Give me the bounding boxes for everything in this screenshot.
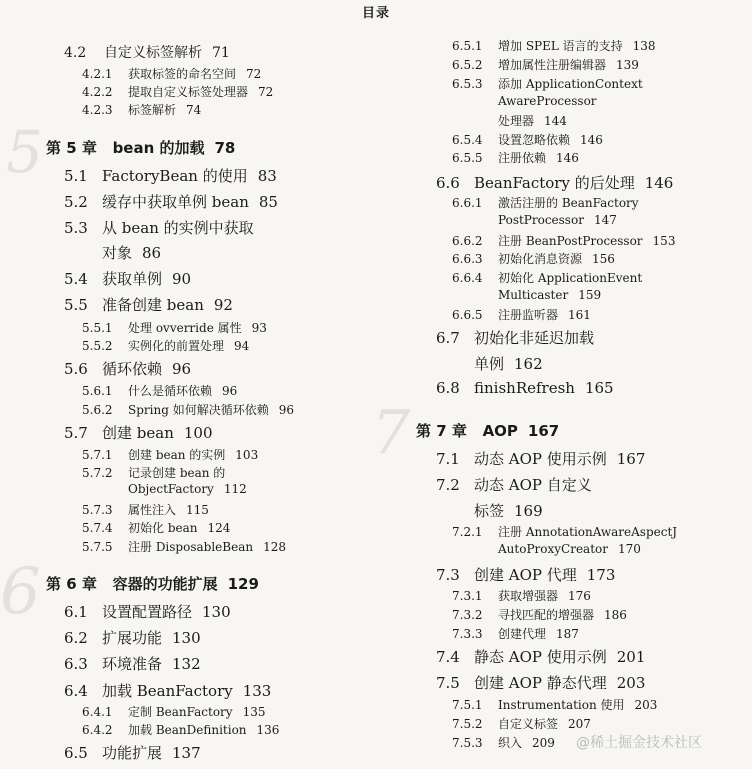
entry-page: 93: [251, 321, 267, 335]
entry-page: 136: [256, 723, 280, 737]
ghost-digit-5: 5: [6, 118, 43, 186]
chapter-title: bean 的加载: [112, 139, 205, 157]
entry-page: 147: [593, 213, 617, 227]
entry-title: 扩展功能: [102, 629, 163, 647]
toc-entry[interactable]: [436, 327, 594, 348]
toc-entry[interactable]: [436, 172, 673, 193]
entry-page: 72: [258, 85, 274, 99]
entry-page: 92: [213, 296, 233, 314]
toc-entry[interactable]: [64, 680, 271, 701]
entry-number: 5.6.2: [82, 403, 113, 417]
entry-title: 标签解析: [128, 103, 177, 117]
entry-number: 5.3: [64, 219, 88, 237]
entry-title: 记录创建 bean 的: [128, 466, 226, 480]
toc-entry[interactable]: [452, 269, 642, 286]
entry-page: 96: [172, 360, 192, 378]
entry-number: 6.6.1: [452, 196, 483, 210]
entry-title: 定制 BeanFactory: [128, 705, 233, 719]
entry-title: 静态 AOP 使用示例: [474, 648, 607, 666]
entry-title: 注册 DisposableBean: [128, 540, 254, 554]
toc-entry[interactable]: [452, 232, 675, 249]
entry-number: 6.1: [64, 603, 88, 621]
entry-title: 增加属性注册编辑器: [498, 58, 607, 72]
entry-title: 注册监听器: [498, 308, 559, 322]
toc-entry[interactable]: [452, 587, 591, 604]
entry-page: 159: [578, 288, 602, 302]
toc-entry[interactable]: [64, 191, 278, 212]
entry-number: 5.7: [64, 424, 88, 442]
entry-page: 115: [186, 503, 209, 517]
entry-page: 72: [246, 67, 262, 81]
toc-entry-continued[interactable]: [498, 288, 601, 302]
toc-entry[interactable]: [64, 422, 213, 443]
toc-entry[interactable]: [82, 319, 267, 336]
chapter-number: 第 6 章: [46, 575, 97, 593]
toc-entry-continued[interactable]: [102, 242, 161, 263]
entry-title: 动态 AOP 使用示例: [474, 450, 607, 468]
entry-title: 从 bean 的实例中获取: [102, 219, 254, 237]
entry-page: 130: [202, 603, 231, 621]
chapter-page: 129: [227, 575, 259, 593]
entry-number: 6.3: [64, 655, 88, 673]
chapter-number: 第 7 章: [416, 422, 467, 440]
entry-number: 5.5.1: [82, 321, 113, 335]
chapter-page: 78: [214, 139, 236, 157]
toc-entry[interactable]: [64, 358, 191, 379]
entry-page: 137: [172, 744, 201, 762]
site-watermark: @稀土掘金技术社区: [576, 735, 702, 751]
toc-entry[interactable]: [82, 703, 265, 720]
entry-page: 186: [604, 608, 627, 622]
entry-number: 6.5.1: [452, 39, 483, 53]
entry-title: 处理 ovverride 属性: [128, 321, 242, 335]
chapter-title: AOP: [482, 422, 518, 440]
toc-entry[interactable]: [82, 401, 294, 418]
entry-number: 6.6: [436, 174, 460, 192]
entry-title: Instrumentation 使用: [498, 698, 625, 712]
entry-number: 5.7.2: [82, 466, 113, 480]
entry-number: 7.3.3: [452, 627, 483, 641]
toc-entry[interactable]: [64, 217, 254, 238]
toc-entry[interactable]: [64, 42, 230, 62]
toc-entry[interactable]: [452, 523, 677, 540]
toc-entry[interactable]: [436, 672, 645, 693]
toc-entry[interactable]: [82, 83, 273, 100]
entry-title: 环境准备: [102, 655, 163, 673]
entry-page: 100: [183, 424, 213, 442]
entry-title: ObjectFactory: [128, 482, 214, 496]
entry-title: 创建 bean: [102, 424, 174, 442]
entry-number: 4.2.1: [82, 67, 113, 81]
entry-title: 设置忽略依赖: [498, 133, 571, 147]
entry-title: 注册依赖: [498, 151, 547, 165]
entry-number: 6.5.3: [452, 77, 483, 91]
chapter-number: 第 5 章: [46, 139, 97, 157]
entry-number: 7.5.3: [452, 736, 483, 750]
toc-entry[interactable]: [64, 268, 191, 289]
entry-page: 187: [556, 627, 579, 641]
entry-title: 初始化消息资源: [498, 252, 583, 266]
toc-entry[interactable]: [82, 65, 261, 82]
entry-title: 创建 bean 的实例: [128, 448, 226, 462]
entry-title: AwareProcessor: [498, 94, 597, 108]
entry-number: 5.5.2: [82, 339, 113, 353]
entry-number: 7.5: [436, 674, 460, 692]
entry-page: 86: [142, 244, 162, 262]
entry-number: 6.6.5: [452, 308, 483, 322]
entry-title: finishRefresh: [474, 379, 575, 397]
toc-entry-continued[interactable]: [498, 94, 597, 108]
entry-number: 7.4: [436, 648, 460, 666]
toc-entry[interactable]: [82, 101, 201, 118]
entry-page: 138: [632, 39, 656, 53]
entry-title: 获取增强器: [498, 589, 559, 603]
toc-entry-continued[interactable]: [498, 542, 641, 556]
entry-title: 功能扩展: [102, 744, 163, 762]
toc-entry[interactable]: [436, 564, 615, 585]
entry-number: 6.5.4: [452, 133, 483, 147]
toc-entry[interactable]: [82, 721, 279, 738]
entry-title: 单例: [474, 355, 505, 373]
entry-number: 6.7: [436, 329, 460, 347]
entry-title: 什么是循环依赖: [128, 384, 213, 398]
entry-page: 156: [592, 252, 615, 266]
page-header: 目录: [361, 6, 390, 21]
entry-page: 146: [644, 174, 674, 192]
toc-entry[interactable]: [82, 446, 258, 463]
chapter-title: 容器的功能扩展: [112, 575, 218, 593]
toc-entry[interactable]: [82, 538, 286, 555]
entry-number: 5.7.3: [82, 503, 113, 517]
toc-entry[interactable]: [452, 715, 591, 732]
entry-title: 属性注入: [128, 503, 177, 517]
entry-page: 144: [544, 114, 567, 128]
entry-page: 94: [234, 339, 250, 353]
entry-page: 74: [186, 103, 202, 117]
toc-entry[interactable]: [64, 742, 201, 763]
entry-page: 207: [568, 717, 591, 731]
toc-entry[interactable]: [64, 653, 201, 674]
entry-page: 162: [514, 355, 543, 373]
entry-number: 5.7.5: [82, 540, 113, 554]
toc-entry[interactable]: [452, 56, 639, 73]
entry-title: 初始化 ApplicationEvent: [498, 271, 643, 285]
entry-title: 自定义标签: [498, 717, 559, 731]
entry-title: PostProcessor: [498, 213, 584, 227]
entry-title: 注册 BeanPostProcessor: [498, 234, 643, 248]
toc-entry[interactable]: [82, 382, 237, 399]
entry-number: 6.4.2: [82, 723, 113, 737]
entry-title: 寻找匹配的增强器: [498, 608, 595, 622]
entry-number: 6.5.2: [452, 58, 483, 72]
entry-title: Multicaster: [498, 288, 569, 302]
entry-title: 增加 SPEL 语言的支持: [498, 39, 623, 53]
toc-entry[interactable]: [64, 601, 231, 622]
entry-title: 设置配置路径: [102, 603, 193, 621]
entry-number: 6.4.1: [82, 705, 113, 719]
entry-number: 7.5.2: [452, 717, 483, 731]
entry-title: AutoProxyCreator: [498, 542, 608, 556]
entry-number: 4.2: [64, 45, 87, 61]
toc-entry[interactable]: [64, 165, 277, 186]
entry-number: 5.5: [64, 296, 88, 314]
toc-entry[interactable]: [436, 448, 645, 469]
entry-page: 85: [258, 193, 278, 211]
entry-page: 128: [263, 540, 286, 554]
toc-entry[interactable]: [452, 606, 627, 623]
entry-number: 7.1: [436, 450, 460, 468]
chapter-page: 167: [527, 422, 560, 440]
entry-number: 4.2.2: [82, 85, 113, 99]
entry-page: 203: [616, 674, 646, 692]
entry-page: 96: [222, 384, 238, 398]
entry-number: 6.5.5: [452, 151, 483, 165]
entry-title: Spring 如何解决循环依赖: [128, 403, 269, 417]
entry-page: 167: [616, 450, 646, 468]
entry-page: 133: [242, 682, 272, 700]
entry-number: 5.6: [64, 360, 88, 378]
entry-page: 146: [556, 151, 579, 165]
entry-title: 准备创建 bean: [102, 296, 204, 314]
toc-entry[interactable]: [452, 37, 656, 54]
entry-page: 96: [278, 403, 294, 417]
toc-entry[interactable]: [452, 734, 555, 751]
entry-page: 112: [223, 482, 247, 496]
entry-title: BeanFactory 的后处理: [474, 174, 635, 192]
ghost-digit-6: 6: [0, 555, 41, 629]
entry-title: 创建代理: [498, 627, 547, 641]
entry-title: 添加 ApplicationContext: [498, 77, 643, 91]
entry-number: 5.7.1: [82, 448, 113, 462]
toc-entry-continued[interactable]: [498, 112, 567, 129]
entry-number: 6.2: [64, 629, 88, 647]
entry-title: 自定义标签解析: [104, 45, 202, 61]
entry-title: 标签: [474, 502, 505, 520]
toc-entry[interactable]: [436, 474, 592, 495]
toc-entry-continued[interactable]: [498, 213, 617, 227]
toc-entry[interactable]: [452, 75, 643, 92]
entry-number: 5.4: [64, 270, 88, 288]
entry-number: 7.3.2: [452, 608, 483, 622]
toc-entry-continued[interactable]: [128, 482, 247, 496]
entry-title: 提取自定义标签处理器: [128, 85, 249, 99]
entry-number: 6.6.3: [452, 252, 483, 266]
chapter-heading[interactable]: [46, 573, 259, 594]
entry-number: 5.1: [64, 167, 88, 185]
toc-entry[interactable]: [452, 194, 639, 211]
entry-page: 124: [207, 521, 231, 535]
entry-number: 5.2: [64, 193, 88, 211]
entry-title: 获取单例: [102, 270, 163, 288]
entry-title: 加载 BeanFactory: [102, 682, 233, 700]
entry-title: 初始化非延迟加载: [474, 329, 595, 347]
toc-entry[interactable]: [64, 627, 201, 648]
entry-page: 209: [532, 736, 555, 750]
entry-number: 7.3: [436, 566, 460, 584]
entry-title: 激活注册的 BeanFactory: [498, 196, 639, 210]
toc-entry[interactable]: [452, 250, 615, 267]
entry-page: 83: [257, 167, 277, 185]
entry-number: 7.2: [436, 476, 460, 494]
entry-page: 169: [514, 502, 543, 520]
entry-number: 6.5: [64, 744, 88, 762]
toc-entry[interactable]: [452, 306, 591, 323]
entry-page: 90: [172, 270, 192, 288]
entry-title: 织入: [498, 736, 523, 750]
entry-title: 处理器: [498, 114, 535, 128]
toc-entry[interactable]: [64, 294, 233, 315]
chapter-heading[interactable]: [416, 420, 559, 441]
entry-title: 加载 BeanDefinition: [128, 723, 247, 737]
entry-number: 7.5.1: [452, 698, 483, 712]
entry-number: 4.2.3: [82, 103, 113, 117]
entry-title: 动态 AOP 自定义: [474, 476, 592, 494]
entry-title: 对象: [102, 244, 133, 262]
entry-title: 创建 AOP 静态代理: [474, 674, 607, 692]
entry-page: 132: [172, 655, 201, 673]
entry-page: 130: [172, 629, 201, 647]
chapter-heading[interactable]: [46, 137, 235, 158]
entry-number: 7.2.1: [452, 525, 483, 539]
entry-page: 103: [235, 448, 259, 462]
entry-title: 初始化 bean: [128, 521, 198, 535]
toc-entry-continued[interactable]: [474, 500, 543, 521]
entry-title: 获取标签的命名空间: [128, 67, 237, 81]
entry-title: 实例化的前置处理: [128, 339, 225, 353]
entry-title: 循环依赖: [102, 360, 163, 378]
entry-page: 153: [652, 234, 676, 248]
entry-number: 6.4: [64, 682, 88, 700]
entry-page: 146: [580, 133, 603, 147]
entry-number: 6.6.4: [452, 271, 483, 285]
ghost-digit-7: 7: [372, 398, 411, 468]
entry-title: 缓存中获取单例 bean: [102, 193, 249, 211]
toc-entry[interactable]: [452, 696, 657, 713]
toc-entry[interactable]: [82, 519, 230, 536]
toc-entry[interactable]: [82, 501, 209, 518]
entry-page: 161: [568, 308, 591, 322]
entry-number: 7.3.1: [452, 589, 483, 603]
toc-entry[interactable]: [452, 149, 579, 166]
toc-entry[interactable]: [436, 646, 645, 667]
entry-number: 5.6.1: [82, 384, 113, 398]
toc-entry-continued[interactable]: [474, 353, 543, 374]
entry-title: FactoryBean 的使用: [102, 167, 248, 185]
entry-page: 165: [584, 379, 614, 397]
entry-page: 203: [634, 698, 658, 712]
entry-title: 注册 AnnotationAwareAspectJ: [498, 525, 678, 539]
entry-page: 139: [616, 58, 639, 72]
toc-entry[interactable]: [82, 337, 249, 354]
entry-number: 6.8: [436, 379, 460, 397]
entry-page: 71: [212, 45, 230, 61]
entry-number: 5.7.4: [82, 521, 113, 535]
toc-entry[interactable]: [452, 625, 579, 642]
entry-page: 201: [616, 648, 646, 666]
entry-page: 135: [242, 705, 266, 719]
entry-page: 170: [617, 542, 641, 556]
entry-page: 173: [586, 566, 616, 584]
entry-title: 创建 AOP 代理: [474, 566, 577, 584]
toc-entry[interactable]: [82, 464, 225, 481]
entry-number: 6.6.2: [452, 234, 483, 248]
toc-entry[interactable]: [436, 379, 614, 397]
entry-page: 176: [568, 589, 591, 603]
toc-entry[interactable]: [452, 131, 603, 148]
